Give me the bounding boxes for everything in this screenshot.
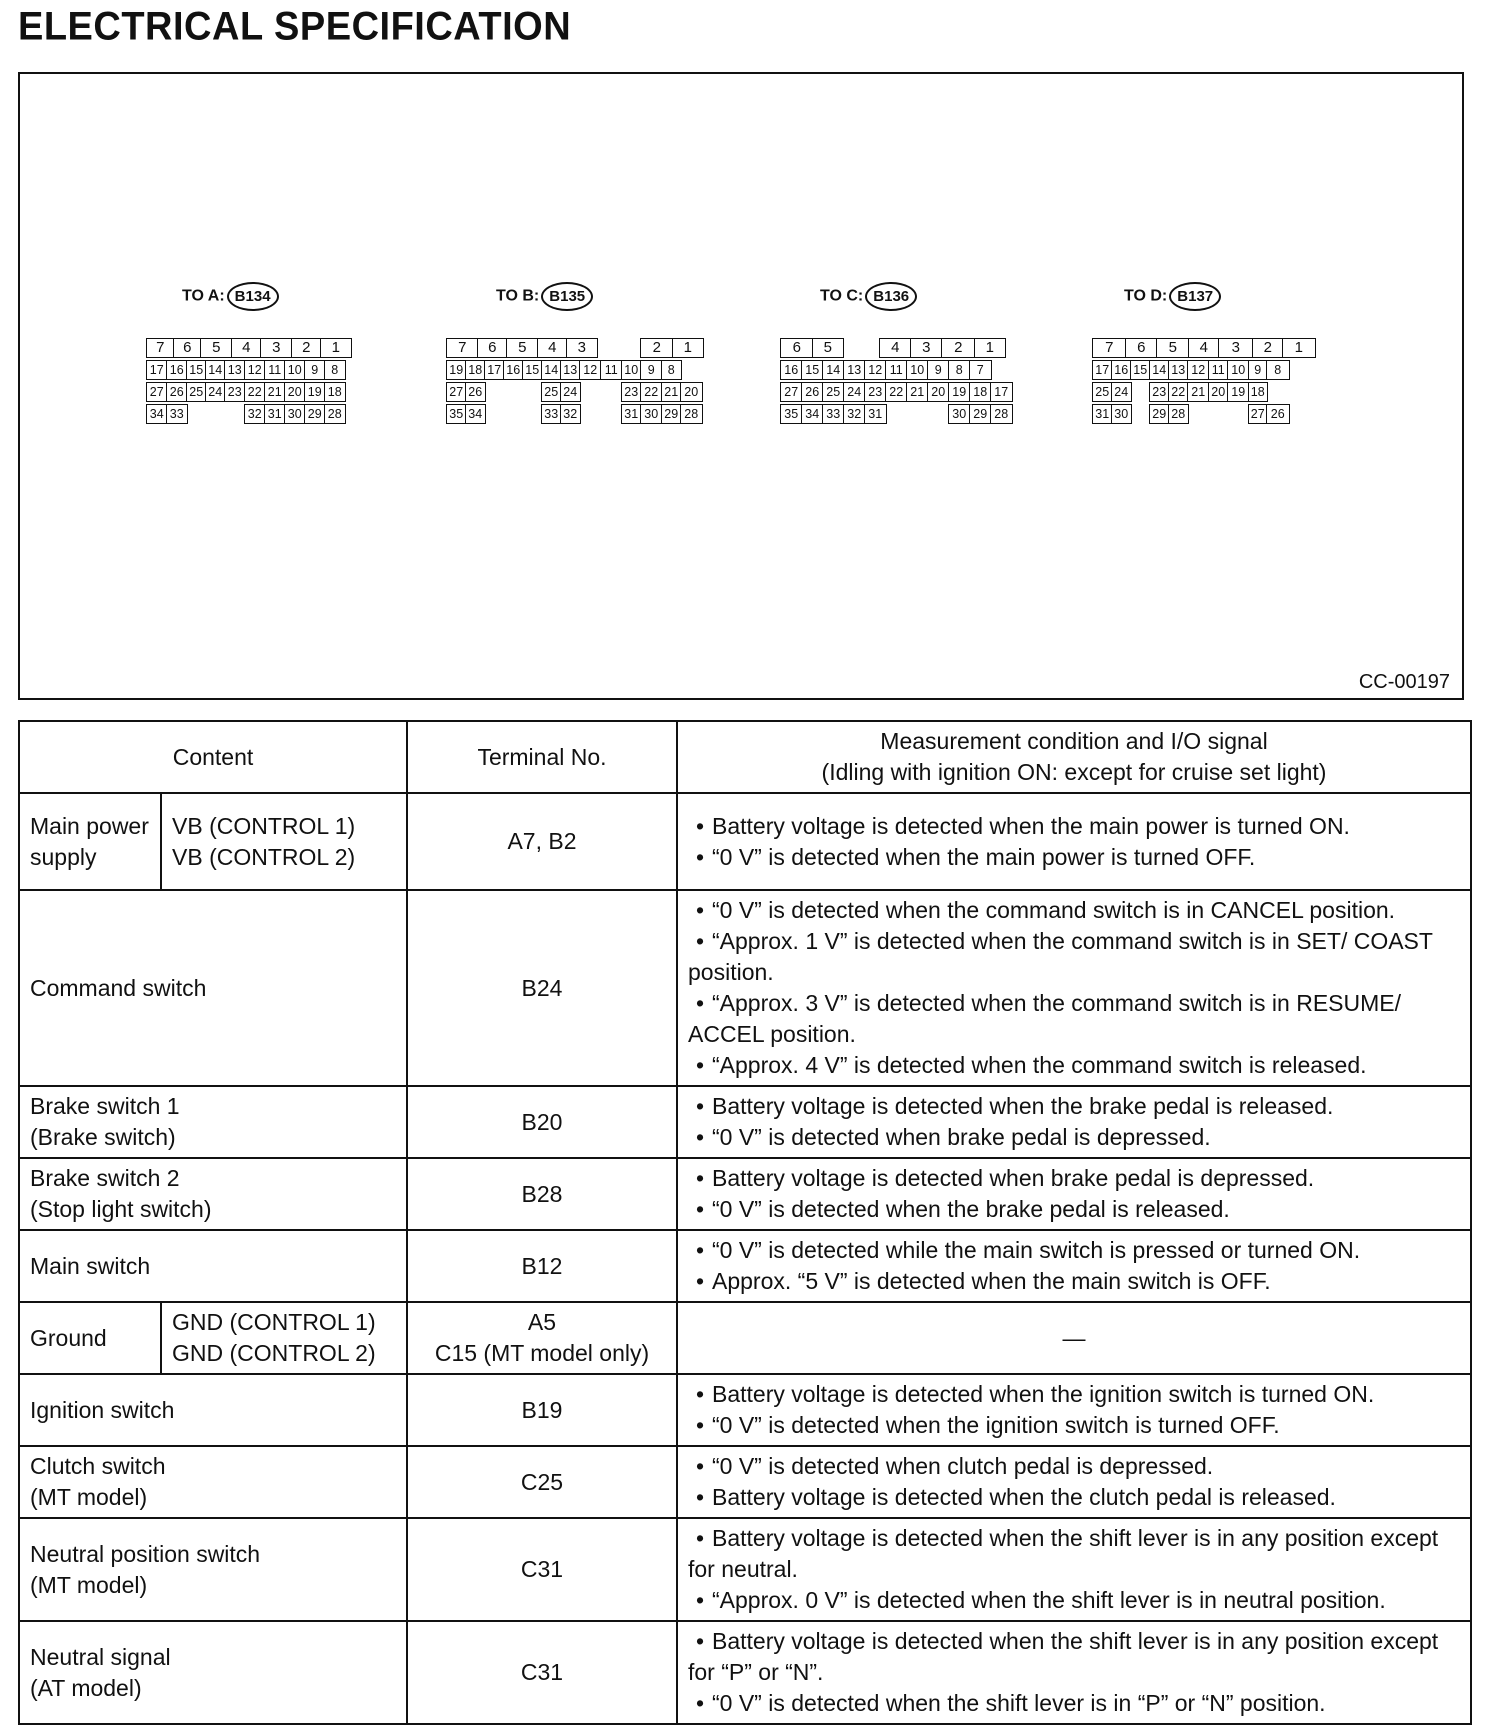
measurement-bullet: • “Approx. 1 V” is detected when the command switch is in SET/ COAST position. — [688, 926, 1460, 988]
pin-cell: 1 — [1282, 338, 1316, 358]
terminal-line: A7, B2 — [507, 828, 577, 854]
pin-cell: 16 — [1111, 360, 1132, 380]
content-line: (AT model) — [30, 1674, 142, 1701]
connector-label-text: TO C: — [820, 287, 864, 305]
pin-cell: 26 — [166, 382, 188, 402]
pin-cell: 27 — [446, 382, 467, 402]
pin-cell: 4 — [537, 338, 568, 358]
table-row — [19, 1302, 1471, 1374]
content-cell — [19, 1518, 407, 1621]
pin-cell: 4 — [1188, 338, 1220, 358]
content-line: (Stop light switch) — [30, 1196, 212, 1222]
terminal-line: B24 — [521, 974, 563, 1001]
pin-cell: 28 — [990, 404, 1013, 424]
pin-cell: 28 — [680, 404, 703, 424]
pin-cell: 21 — [1187, 382, 1210, 402]
measurement-bullet: • “0 V” is detected when the main power is turned OFF. — [688, 842, 1460, 873]
pin-cell: 19 — [304, 382, 326, 402]
pin-cell: 17 — [990, 382, 1013, 402]
pin-cell: 16 — [503, 360, 524, 380]
content-cell — [19, 1230, 407, 1302]
terminal-line: B28 — [521, 1180, 563, 1207]
terminal-cell — [407, 890, 677, 1086]
pin-cell: 22 — [1168, 382, 1189, 402]
pin-cell: 13 — [224, 360, 246, 380]
table-row — [19, 793, 1471, 890]
pin-cell: 11 — [264, 360, 286, 380]
pin-cell: 9 — [640, 360, 663, 380]
terminal-line: C15 (MT model only) — [434, 1340, 650, 1366]
connector-pinout — [146, 338, 344, 428]
connector-label-text: TO A: — [182, 287, 225, 305]
pin-cell: 34 — [465, 404, 486, 424]
pin-cell: 14 — [822, 360, 845, 380]
pin-cell: 10 — [906, 360, 929, 380]
measurement-bullet: • Battery voltage is detected when the brake pedal is released. — [688, 1091, 1460, 1122]
connector-pinout — [446, 338, 701, 428]
pin-cell: 17 — [1092, 360, 1113, 380]
pin-cell: 25 — [822, 382, 845, 402]
pin-cell: 25 — [541, 382, 562, 402]
pin-cell: 15 — [1130, 360, 1151, 380]
terminal-line: B19 — [521, 1396, 563, 1423]
pin-cell: 34 — [801, 404, 824, 424]
measurement-cell — [677, 1621, 1471, 1724]
content-sub-cell — [161, 793, 407, 890]
pin-cell: 5 — [200, 338, 233, 358]
pin-cell: 18 — [465, 360, 486, 380]
connector-label-text: TO B: — [496, 287, 540, 305]
measurement-dash: — — [1062, 1324, 1086, 1351]
pin-cell: 7 — [446, 338, 479, 358]
connector-label — [820, 282, 917, 311]
measurement-cell — [677, 1086, 1471, 1158]
terminal-line: B20 — [521, 1108, 563, 1135]
pin-cell: 16 — [780, 360, 803, 380]
pin-cell: 29 — [969, 404, 992, 424]
pin-cell: 21 — [906, 382, 929, 402]
table-row — [19, 1446, 1471, 1518]
pin-cell: 11 — [600, 360, 623, 380]
pin-cell: 20 — [284, 382, 306, 402]
terminal-cell — [407, 793, 677, 890]
connector-code-badge: B137 — [1169, 282, 1221, 311]
content-line: Ignition switch — [30, 1396, 175, 1423]
pin-cell: 26 — [801, 382, 824, 402]
pin-cell: 22 — [640, 382, 663, 402]
pin-cell: 18 — [969, 382, 992, 402]
table-row — [19, 1086, 1471, 1158]
pin-cell: 8 — [948, 360, 971, 380]
pin-cell: 9 — [1248, 360, 1268, 380]
connector-label — [1124, 282, 1221, 311]
measurement-bullet: • “0 V” is detected when the command switch is in CANCEL position. — [688, 895, 1460, 926]
terminal-line: C25 — [520, 1468, 564, 1495]
pin-cell: 29 — [661, 404, 682, 424]
pin-cell: 32 — [843, 404, 866, 424]
pin-cell: 17 — [146, 360, 168, 380]
pin-cell: 31 — [1092, 404, 1113, 424]
terminal-cell — [407, 1086, 677, 1158]
content-cell — [19, 1158, 407, 1230]
pin-cell: 19 — [948, 382, 971, 402]
pin-cell: 9 — [927, 360, 950, 380]
pin-cell: 14 — [205, 360, 226, 380]
pin-cell: 12 — [864, 360, 887, 380]
pin-cell: 24 — [843, 382, 866, 402]
measurement-bullet: • “0 V” is detected when brake pedal is depressed. — [688, 1122, 1460, 1153]
pin-cell: 13 — [843, 360, 866, 380]
pin-cell: 9 — [304, 360, 326, 380]
measurement-bullet: • “0 V” is detected when the ignition switch is turned OFF. — [688, 1410, 1460, 1441]
pin-cell: 11 — [885, 360, 908, 380]
pin-cell: 6 — [477, 338, 508, 358]
pin-cell: 19 — [1227, 382, 1250, 402]
measurement-cell — [677, 793, 1471, 890]
pin-cell: 30 — [284, 404, 306, 424]
measurement-bullet: • Battery voltage is detected when the shift lever is in any position except for “P” or “N”. — [688, 1626, 1460, 1688]
terminal-line: B12 — [521, 1252, 563, 1279]
pin-cell: 5 — [506, 338, 539, 358]
measurement-cell — [677, 1446, 1471, 1518]
pin-cell: 14 — [1149, 360, 1170, 380]
table-row — [19, 1158, 1471, 1230]
terminal-cell — [407, 1158, 677, 1230]
pin-cell: 31 — [264, 404, 286, 424]
connector-code-badge: B136 — [865, 282, 917, 311]
pin-cell: 4 — [231, 338, 262, 358]
pin-cell: 17 — [484, 360, 505, 380]
content-sub-cell — [161, 1302, 407, 1374]
table-row — [19, 1518, 1471, 1621]
measurement-cell — [677, 1158, 1471, 1230]
header-content: Content — [19, 721, 407, 793]
terminal-cell — [407, 1446, 677, 1518]
pin-cell: 31 — [621, 404, 642, 424]
pin-cell: 3 — [910, 338, 943, 358]
measurement-cell — [677, 890, 1471, 1086]
measurement-bullet: • “0 V” is detected when the shift lever is in “P” or “N” position. — [688, 1688, 1460, 1719]
pin-cell: 5 — [1156, 338, 1190, 358]
content-line: (MT model) — [30, 1571, 148, 1598]
pin-cell: 15 — [522, 360, 543, 380]
pin-cell: 23 — [1149, 382, 1170, 402]
measurement-bullet: • “Approx. 4 V” is detected when the command switch is released. — [688, 1050, 1460, 1081]
pin-cell: 32 — [560, 404, 581, 424]
connector-label — [182, 282, 279, 311]
content-line: Command switch — [30, 974, 207, 1001]
pin-cell: 2 — [1252, 338, 1284, 358]
measurement-bullet: • “Approx. 0 V” is detected when the shift lever is in neutral position. — [688, 1585, 1460, 1616]
pin-cell: 29 — [1149, 404, 1170, 424]
pin-cell: 2 — [941, 338, 976, 358]
terminal-cell — [407, 1621, 677, 1724]
content-cell — [19, 1086, 407, 1158]
measurement-bullet: • Battery voltage is detected when the ignition switch is turned ON. — [688, 1379, 1460, 1410]
content-cell — [19, 1374, 407, 1446]
content-cell — [19, 890, 407, 1086]
table-row — [19, 890, 1471, 1086]
pin-cell: 3 — [260, 338, 293, 358]
pin-cell: 20 — [927, 382, 950, 402]
figure-id: CC-00197 — [1358, 671, 1450, 693]
pin-cell: 23 — [224, 382, 246, 402]
content-line: (MT model) — [30, 1484, 148, 1510]
content-line: Neutral signal — [30, 1643, 171, 1670]
pin-cell: 8 — [1266, 360, 1290, 380]
pin-cell: 20 — [1208, 382, 1229, 402]
pin-cell: 18 — [324, 382, 346, 402]
content-cell — [19, 1446, 407, 1518]
pin-cell: 23 — [864, 382, 887, 402]
connector-code-badge: B134 — [227, 282, 279, 311]
terminal-line: A5 — [527, 1309, 557, 1335]
measurement-bullet: • “Approx. 3 V” is detected when the command switch is in RESUME/ ACCEL position. — [688, 988, 1460, 1050]
connector-pinout — [1092, 338, 1303, 428]
pin-cell: 35 — [780, 404, 803, 424]
measurement-cell — [677, 1518, 1471, 1621]
pin-cell: 20 — [680, 382, 703, 402]
measurement-bullet: • Battery voltage is detected when the main power is turned ON. — [688, 811, 1460, 842]
pin-cell: 7 — [969, 360, 992, 380]
pin-cell: 15 — [186, 360, 207, 380]
pin-cell: 28 — [324, 404, 346, 424]
header-measurement — [677, 721, 1471, 793]
header-measurement-line2: (Idling with ignition ON: except for cruise set light) — [821, 759, 1327, 785]
header-terminal: Terminal No. — [407, 721, 677, 793]
pin-cell: 26 — [465, 382, 486, 402]
terminal-cell — [407, 1302, 677, 1374]
content-line: Clutch switch — [30, 1453, 166, 1479]
table-header-row — [19, 721, 1471, 793]
measurement-cell — [677, 1374, 1471, 1446]
pin-cell: 7 — [1092, 338, 1127, 358]
content-sub-line: GND (CONTROL 2) — [172, 1340, 376, 1366]
pin-cell: 10 — [284, 360, 306, 380]
pin-cell: 12 — [244, 360, 266, 380]
pin-cell: 3 — [566, 338, 598, 358]
measurement-cell — [677, 1230, 1471, 1302]
pin-cell: 30 — [1111, 404, 1132, 424]
measurement-bullet: • Approx. “5 V” is detected when the main switch is OFF. — [688, 1266, 1460, 1297]
pin-cell: 1 — [974, 338, 1006, 358]
page-title: ELECTRICAL SPECIFICATION — [18, 4, 572, 50]
header-measurement-line1: Measurement condition and I/O signal — [880, 728, 1268, 754]
pin-cell: 2 — [640, 338, 674, 358]
pin-cell: 28 — [1168, 404, 1189, 424]
pin-cell: 34 — [146, 404, 168, 424]
pin-cell: 4 — [879, 338, 912, 358]
pin-cell: 5 — [812, 338, 844, 358]
pin-cell: 7 — [146, 338, 175, 358]
pin-cell: 30 — [948, 404, 971, 424]
measurement-bullet: • “0 V” is detected while the main switch is pressed or turned ON. — [688, 1235, 1460, 1266]
pin-cell: 23 — [621, 382, 642, 402]
terminal-line: C31 — [520, 1659, 564, 1685]
pin-cell: 27 — [780, 382, 803, 402]
measurement-bullet: • “0 V” is detected when clutch pedal is depressed. — [688, 1451, 1460, 1482]
pin-cell: 27 — [1248, 404, 1268, 424]
content-sub-line: VB (CONTROL 1) — [172, 812, 356, 839]
terminal-cell — [407, 1230, 677, 1302]
spec-table — [18, 720, 1472, 1725]
content-cell: Ground — [19, 1302, 161, 1374]
measurement-bullet: • “0 V” is detected when the brake pedal is released. — [688, 1194, 1460, 1225]
pin-cell: 15 — [801, 360, 824, 380]
pin-cell: 12 — [579, 360, 602, 380]
pin-cell: 25 — [186, 382, 207, 402]
content-line: Brake switch 2 — [30, 1165, 180, 1191]
measurement-cell — [677, 1302, 1471, 1374]
pin-cell: 8 — [324, 360, 346, 380]
pin-cell: 1 — [672, 338, 704, 358]
table-row — [19, 1374, 1471, 1446]
pin-cell: 22 — [244, 382, 266, 402]
terminal-cell — [407, 1518, 677, 1621]
connector-label-text: TO D: — [1124, 287, 1168, 305]
connector-code-badge: B135 — [541, 282, 593, 311]
pin-cell: 33 — [541, 404, 562, 424]
pin-cell: 6 — [1125, 338, 1158, 358]
pin-cell: 33 — [166, 404, 188, 424]
pin-cell: 30 — [640, 404, 663, 424]
pin-cell: 35 — [446, 404, 467, 424]
content-cell: Main power supply — [19, 793, 161, 890]
pin-cell: 22 — [885, 382, 908, 402]
pin-cell: 27 — [146, 382, 168, 402]
pin-cell: 6 — [173, 338, 202, 358]
content-line: Main switch — [30, 1252, 151, 1279]
pin-cell: 8 — [661, 360, 682, 380]
pin-cell: 11 — [1208, 360, 1229, 380]
terminal-line: C31 — [520, 1556, 564, 1582]
content-line: (Brake switch) — [30, 1124, 176, 1150]
pin-cell: 10 — [1227, 360, 1250, 380]
table-row — [19, 1230, 1471, 1302]
connector-pinout — [780, 338, 1011, 428]
pin-cell: 10 — [621, 360, 642, 380]
pin-cell: 32 — [244, 404, 266, 424]
pin-cell: 19 — [446, 360, 467, 380]
connector-label — [496, 282, 593, 311]
content-cell — [19, 1621, 407, 1724]
pin-cell: 18 — [1248, 382, 1268, 402]
measurement-bullet: • Battery voltage is detected when brake pedal is depressed. — [688, 1163, 1460, 1194]
pin-cell: 13 — [1168, 360, 1189, 380]
measurement-bullet: • Battery voltage is detected when the shift lever is in any position except for neutral. — [688, 1523, 1460, 1585]
pin-cell: 31 — [864, 404, 887, 424]
pin-cell: 21 — [661, 382, 682, 402]
pin-cell: 29 — [304, 404, 326, 424]
pin-cell: 24 — [205, 382, 226, 402]
table-row — [19, 1621, 1471, 1724]
content-line: Neutral position switch — [30, 1540, 261, 1567]
pin-cell: 1 — [320, 338, 352, 358]
pin-cell: 24 — [560, 382, 581, 402]
content-sub-line: GND (CONTROL 1) — [172, 1309, 376, 1335]
pin-cell: 33 — [822, 404, 845, 424]
content-line: Brake switch 1 — [30, 1093, 180, 1119]
pin-cell: 14 — [541, 360, 562, 380]
pin-cell: 2 — [291, 338, 322, 358]
pin-cell: 13 — [560, 360, 581, 380]
pin-cell: 26 — [1266, 404, 1290, 424]
pin-cell: 21 — [264, 382, 286, 402]
pin-cell: 3 — [1218, 338, 1254, 358]
pin-cell: 25 — [1092, 382, 1113, 402]
measurement-bullet: • Battery voltage is detected when the clutch pedal is released. — [688, 1482, 1460, 1513]
content-sub-line: VB (CONTROL 2) — [172, 843, 356, 870]
pin-cell: 6 — [780, 338, 814, 358]
pin-cell: 16 — [166, 360, 188, 380]
connector-diagram — [18, 72, 1464, 700]
terminal-cell — [407, 1374, 677, 1446]
pin-cell: 12 — [1187, 360, 1210, 380]
pin-cell: 24 — [1111, 382, 1132, 402]
